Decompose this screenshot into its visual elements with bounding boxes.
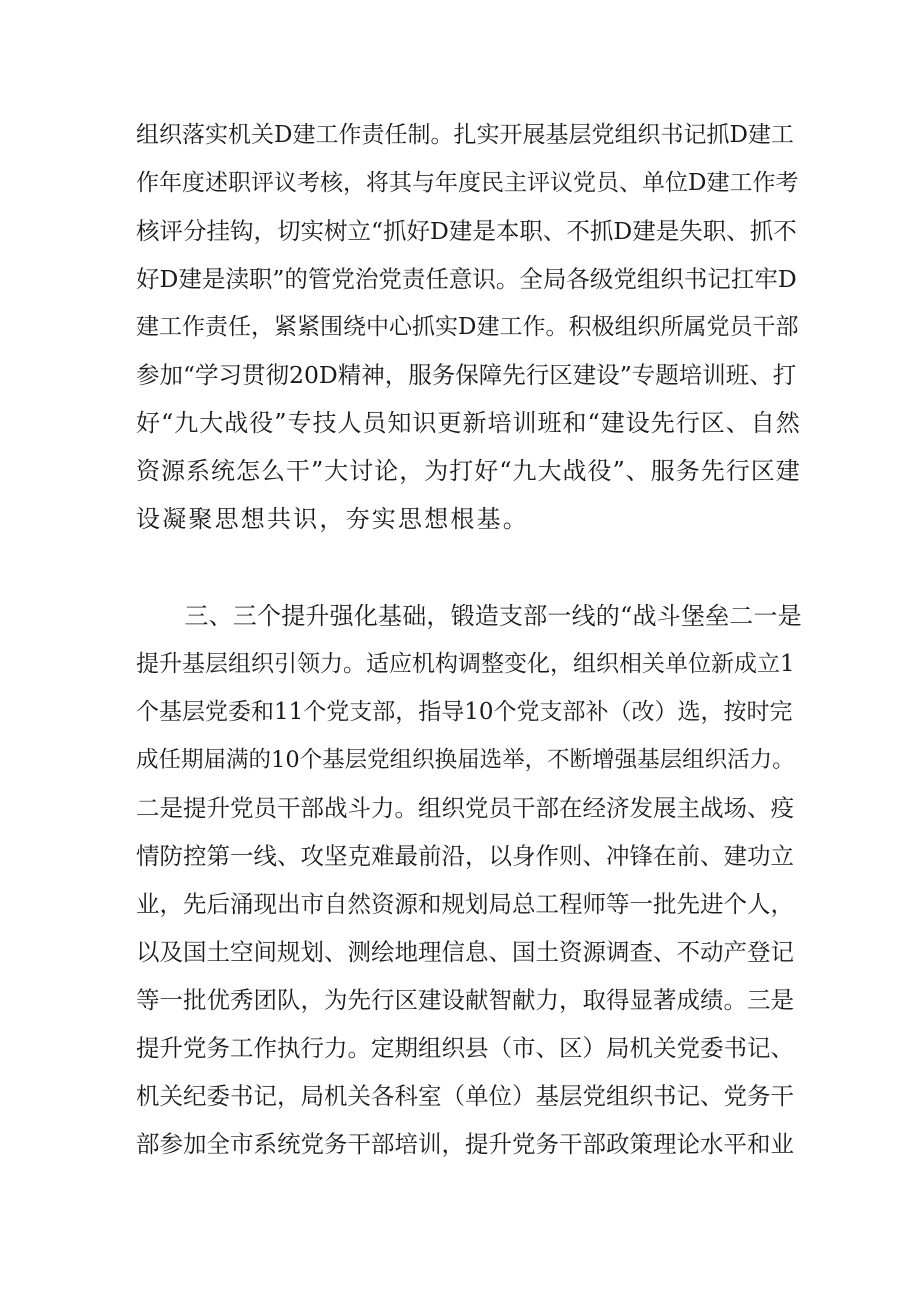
paragraph-party-building-responsibility [136, 111, 801, 543]
text-line: 成任期届满的10个基层党组织换届选举，不断增强基层组织活力。 [136, 747, 795, 773]
paragraph-three-improvements [136, 592, 802, 1168]
text-line: 提升党务工作执行力。定期组织县（市、区）局机关党委书记、 [136, 1034, 794, 1062]
text-line: 以及国土空间规划、测绘地理信息、国土资源调查、不动产登记 [136, 938, 794, 966]
text-line: 机关纪委书记，局机关各科室（单位）基层党组织书记、党务干 [136, 1082, 794, 1110]
text-line: 组织落实机关D建工作责任制。扎实开展基层党组织书记抓D建工 [136, 122, 794, 148]
text-line: 核评分挂钩，切实树立“抓好D建是本职、不抓D建是失职、抓不 [136, 217, 797, 245]
text-line: 资源系统怎么干”大讨论，为打好“九大战役”、服务先行区建 [136, 457, 801, 485]
text-line: 二是提升党员干部战斗力。组织党员干部在经济发展主战场、疫 [136, 794, 794, 822]
text-line: 好D建是渎职”的管党治党责任意识。全局各级党组织书记扛牢D [136, 265, 797, 293]
text-line: 建工作责任，紧紧围绕中心抓实D建工作。积极组织所属党员干部 [136, 314, 799, 340]
text-line: 等一批优秀团队，为先行区建设献智献力，取得显著成绩。三是 [136, 986, 794, 1014]
text-line: 个基层党委和11个党支部，指导10个党支部补（改）选，按时完 [136, 699, 793, 725]
text-line: 作年度述职评议考核，将其与年度民主评议党员、单位D建工作考 [136, 170, 799, 196]
text-line: 参加“学习贯彻20D精神，服务保障先行区建设”专题培训班、打 [136, 361, 797, 389]
text-line: 业，先后涌现出市自然资源和规划局总工程师等一批先进个人， [136, 890, 794, 918]
text-line: 提升基层组织引领力。适应机构调整变化，组织相关单位新成立1 [136, 651, 795, 677]
text-line: 设凝聚思想共识，夯实思想根基。 [136, 505, 529, 533]
text-line: 三、三个提升强化基础，锻造支部一线的“战斗堡垒二一是 [136, 602, 802, 630]
text-line: 部参加全市系统党务干部培训，提升党务干部政策理论水平和业 [136, 1130, 794, 1158]
text-line: 情防控第一线、攻坚克难最前沿，以身作则、冲锋在前、建功立 [136, 842, 794, 870]
text-line: 好“九大战役”专技人员知识更新培训班和“建设先行区、自然 [136, 409, 801, 437]
